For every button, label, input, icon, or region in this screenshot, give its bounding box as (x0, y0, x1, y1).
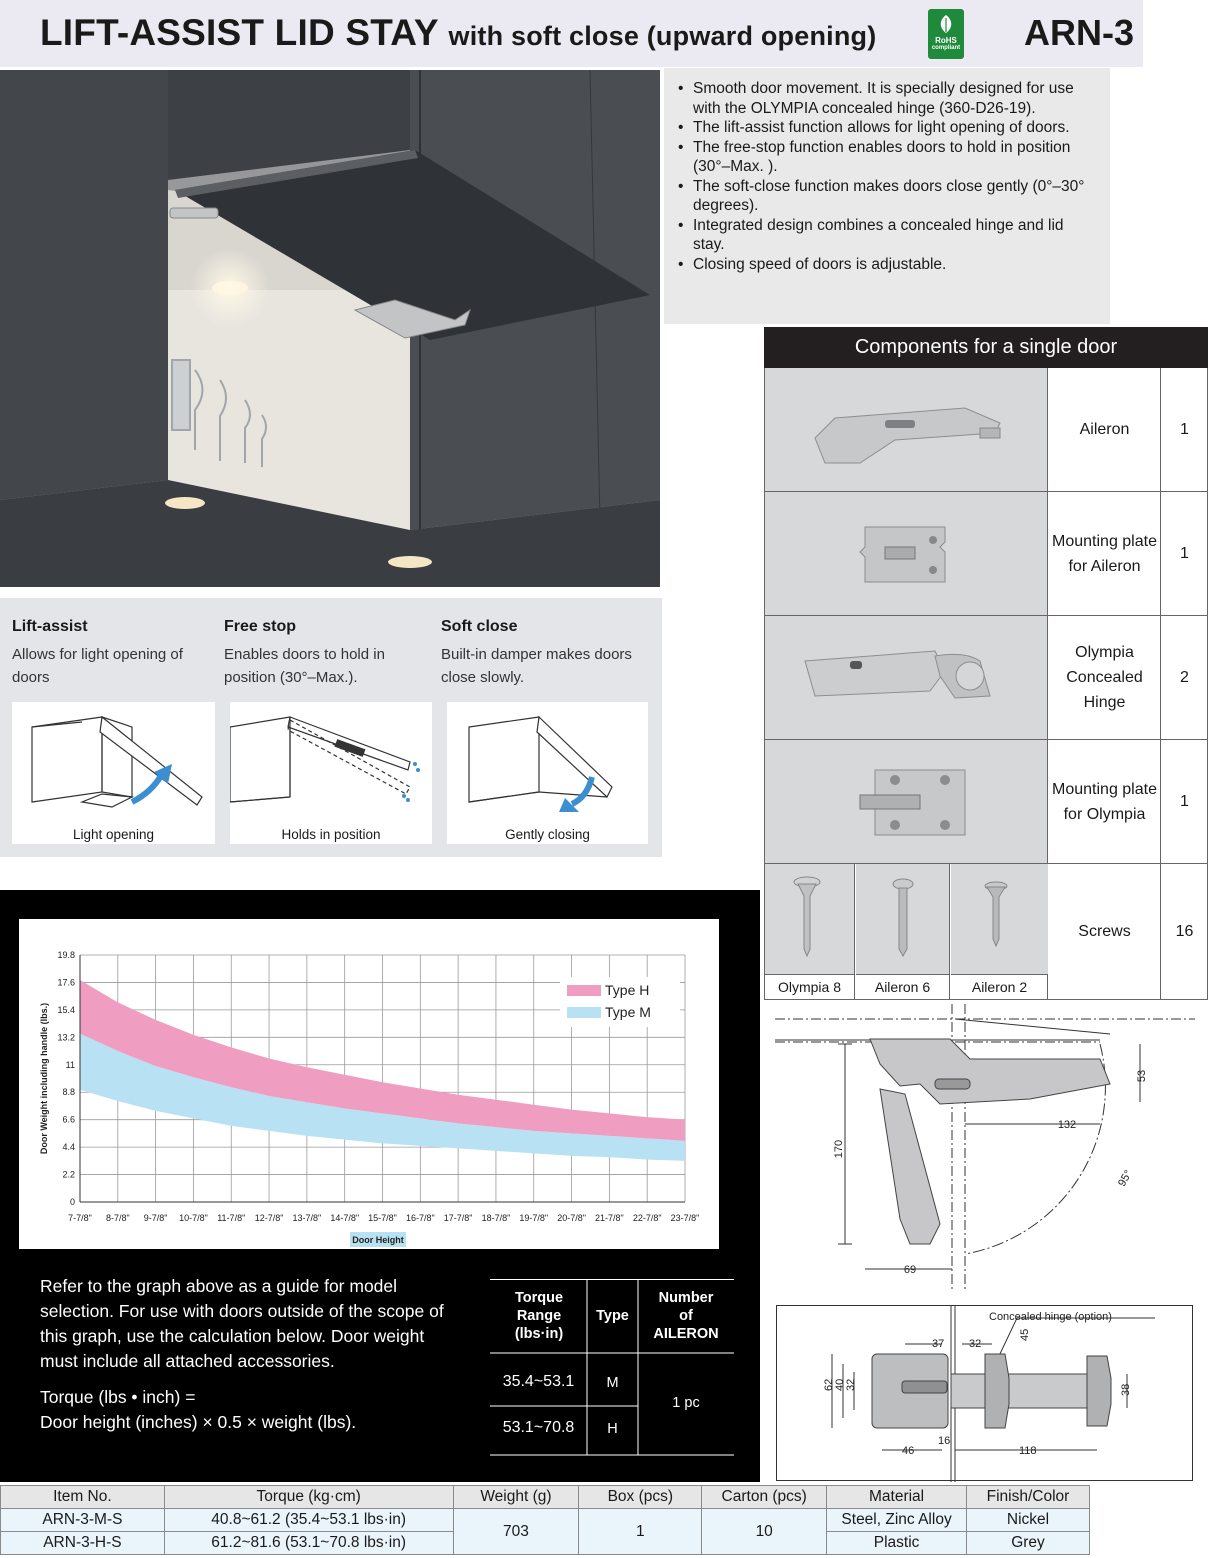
function-soft-close (441, 618, 641, 689)
spec-row (1, 1509, 1090, 1532)
rohs-label: RoHS (935, 36, 957, 45)
type-cell: H (607, 1421, 618, 1437)
y-tick-label: 8.8 (62, 1087, 75, 1098)
x-tick-label: 16-7/8" (405, 1213, 435, 1223)
olympia-hinge-photo (765, 616, 1048, 739)
screw-label: Aileron 2 (951, 974, 1048, 999)
title-subtitle: with soft close (upward opening) (448, 21, 877, 51)
y-tick-label: 19.8 (57, 950, 75, 960)
component-row (764, 616, 1208, 740)
aileron-photo (765, 368, 1048, 491)
feature-item: • The soft-close function makes doors close gently (0°–30° degrees). (676, 177, 1090, 216)
x-tick-label: 9-7/8" (143, 1213, 168, 1223)
dim-32b: 32 (845, 1378, 857, 1391)
function-lift-assist (12, 618, 212, 689)
dim-46: 46 (902, 1445, 915, 1457)
function-caption: Gently closing (505, 827, 590, 842)
feature-item: • Integrated design combines a concealed hinge and lid stay. (676, 216, 1090, 255)
leaf-icon (936, 14, 956, 34)
page-title (40, 12, 876, 54)
spec-item: ARN-3-M-S (1, 1509, 165, 1532)
spec-header-row (1, 1486, 1090, 1509)
function-desc: Allows for light opening of doors (12, 646, 183, 686)
formula-line-1: Torque (lbs • inch) = (40, 1387, 196, 1407)
spec-header: Carton (pcs) (702, 1486, 827, 1509)
y-axis-label: Door Weight including handle (lbs.) (39, 1002, 49, 1155)
spec-header: Weight (g) (453, 1486, 579, 1509)
component-row (764, 492, 1208, 616)
dim-132: 132 (1057, 1119, 1077, 1131)
component-qty: 1 (1162, 368, 1208, 491)
function-desc: Built-in damper makes doors close slowly. (441, 646, 632, 686)
spec-torque: 61.2~81.6 (53.1~70.8 lbs·in) (164, 1532, 453, 1555)
diag2-label: Concealed hinge (option) (989, 1311, 1112, 1323)
y-tick-label: 2.2 (62, 1169, 75, 1180)
legend-label: Type M (605, 1004, 651, 1020)
side-view-diagram (770, 1004, 1200, 1294)
y-tick-label: 4.4 (62, 1142, 75, 1153)
dim-16: 16 (938, 1435, 951, 1447)
screw-label: Aileron 6 (856, 974, 950, 999)
dim-40: 40 (834, 1378, 846, 1391)
dim-53: 53 (1136, 1069, 1148, 1083)
rohs-sub: compliant (931, 45, 961, 51)
x-tick-label: 21-7/8" (595, 1213, 624, 1223)
dim-37: 37 (932, 1338, 945, 1350)
x-tick-label: 17-7/8" (443, 1213, 473, 1223)
spec-carton: 10 (702, 1509, 827, 1555)
function-desc: Enables doors to hold in position (30°–Max.). (224, 646, 385, 686)
spec-header: Material (827, 1486, 967, 1509)
functions-panel (0, 598, 662, 857)
components-table (764, 327, 1208, 1000)
feature-item: • The free-stop function enables doors to hold in position (30°–Max. ). (676, 138, 1090, 177)
x-tick-label: 19-7/8" (519, 1213, 549, 1223)
components-title: Components for a single door (764, 327, 1208, 368)
x-tick-label: 11-7/8" (217, 1213, 246, 1223)
component-qty: 2 (1162, 616, 1208, 739)
torque-range-cell: 53.1~70.8 (502, 1419, 575, 1436)
spec-header: Finish/Color (967, 1486, 1090, 1509)
x-tick-label: 15-7/8" (368, 1213, 397, 1223)
feature-list-panel (664, 68, 1110, 324)
title-main: LIFT-ASSIST LID STAY (40, 12, 439, 53)
x-tick-label: 13-7/8" (292, 1213, 322, 1223)
component-qty: 1 (1162, 492, 1208, 615)
aileron-short-screw-photo (951, 864, 1048, 974)
weight-height-chart (19, 919, 719, 1249)
top-view-diagram (776, 1305, 1193, 1481)
spec-weight: 703 (453, 1509, 579, 1555)
y-tick-label: 6.6 (62, 1114, 75, 1125)
feature-item: • The lift-assist function allows for light opening of doors. (676, 118, 1090, 138)
header-torque-range: Torque Range (lbs·in) (514, 1290, 564, 1342)
guide-text-block (40, 1274, 460, 1435)
dim-69: 69 (903, 1264, 917, 1276)
spec-header: Item No. (1, 1486, 165, 1509)
x-axis-label: Door Height (352, 1235, 404, 1245)
spec-header: Box (pcs) (579, 1486, 702, 1509)
chart-svg (19, 919, 719, 1249)
spec-finish: Grey (967, 1532, 1090, 1555)
component-row (764, 740, 1208, 864)
component-name: Olympia Concealed Hinge (1049, 616, 1161, 739)
x-tick-label: 12-7/8" (254, 1213, 284, 1223)
header-aileron-count: Number of AILERON (653, 1290, 719, 1342)
function-caption: Light opening (72, 827, 155, 842)
legend-swatch (567, 1007, 601, 1018)
aileron-screw-photo (856, 864, 950, 974)
x-tick-label: 10-7/8" (179, 1213, 208, 1223)
component-name: Mounting plate for Olympia (1049, 740, 1161, 863)
product-photo (0, 70, 660, 587)
gently-closing-illustration (447, 702, 648, 844)
header-type: Type (596, 1308, 629, 1324)
spec-material: Steel, Zinc Alloy (827, 1509, 967, 1532)
screw-label: Olympia 8 (765, 974, 855, 999)
olympia-screw-photo (765, 864, 855, 974)
function-caption: Holds in position (281, 827, 381, 842)
function-free-stop (224, 618, 424, 689)
legend-label: Type H (605, 982, 650, 998)
x-tick-label: 18-7/8" (481, 1213, 511, 1223)
spec-finish: Nickel (967, 1509, 1090, 1532)
y-tick-label: 0 (69, 1197, 75, 1207)
x-tick-label: 20-7/8" (557, 1213, 586, 1223)
dim-45: 45 (1019, 1328, 1031, 1341)
feature-item: • Closing speed of doors is adjustable. (676, 255, 1090, 275)
function-title: Lift-assist (12, 618, 88, 635)
dim-118: 118 (1019, 1445, 1037, 1457)
light-opening-illustration (12, 702, 215, 844)
y-tick-label: 11 (65, 1059, 75, 1070)
spec-torque: 40.8~61.2 (35.4~53.1 lbs·in) (164, 1509, 453, 1532)
dim-32: 32 (969, 1338, 982, 1350)
x-tick-label: 8-7/8" (105, 1213, 130, 1223)
spec-table (0, 1485, 1090, 1555)
product-code: ARN-3 (1024, 12, 1135, 53)
component-qty: 16 (1162, 864, 1208, 999)
holds-position-illustration (230, 702, 432, 844)
x-tick-label: 14-7/8" (330, 1213, 360, 1223)
spec-header: Torque (kg·cm) (164, 1486, 453, 1509)
component-row (764, 368, 1208, 492)
spec-material: Plastic (827, 1532, 967, 1555)
dim-95deg: 95° (1116, 1168, 1135, 1189)
feature-item: • Smooth door movement. It is specially designed for use with the OLYMPIA concealed hinge (360-D26-19). (676, 79, 1090, 118)
component-qty: 1 (1162, 740, 1208, 863)
component-row (764, 864, 1208, 1000)
rohs-badge (928, 9, 964, 59)
spec-box: 1 (579, 1509, 702, 1555)
dim-170: 170 (833, 1139, 845, 1159)
torque-range-cell: 35.4~53.1 (502, 1373, 575, 1390)
x-tick-label: 23-7/8" (670, 1213, 700, 1223)
x-tick-label: 22-7/8" (632, 1213, 662, 1223)
function-title: Soft close (441, 618, 518, 635)
dim-38: 38 (1120, 1383, 1132, 1396)
spec-item: ARN-3-H-S (1, 1532, 165, 1555)
guide-text: Refer to the graph above as a guide for model selection. For use with doors outside of the scope of this graph, use the calculation below. Door weight must include all attached accessories. (40, 1276, 444, 1371)
y-tick-label: 17.6 (57, 977, 75, 988)
y-tick-label: 13.2 (57, 1032, 75, 1043)
dim-62: 62 (823, 1378, 835, 1391)
component-name: Screws (1049, 864, 1161, 999)
type-cell: M (606, 1375, 619, 1391)
aileron-count-cell: 1 pc (672, 1395, 700, 1411)
legend-swatch (567, 985, 601, 996)
component-name: Mounting plate for Aileron (1049, 492, 1161, 615)
component-name: Aileron (1049, 368, 1161, 491)
x-tick-label: 7-7/8" (68, 1213, 92, 1223)
function-title: Free stop (224, 618, 297, 635)
screws-photo-group (765, 864, 1048, 999)
olympia-plate-photo (765, 740, 1048, 863)
y-tick-label: 15.4 (57, 1004, 75, 1015)
aileron-plate-photo (765, 492, 1048, 615)
formula-line-2: Door height (inches) × 0.5 × weight (lbs). (40, 1412, 357, 1432)
